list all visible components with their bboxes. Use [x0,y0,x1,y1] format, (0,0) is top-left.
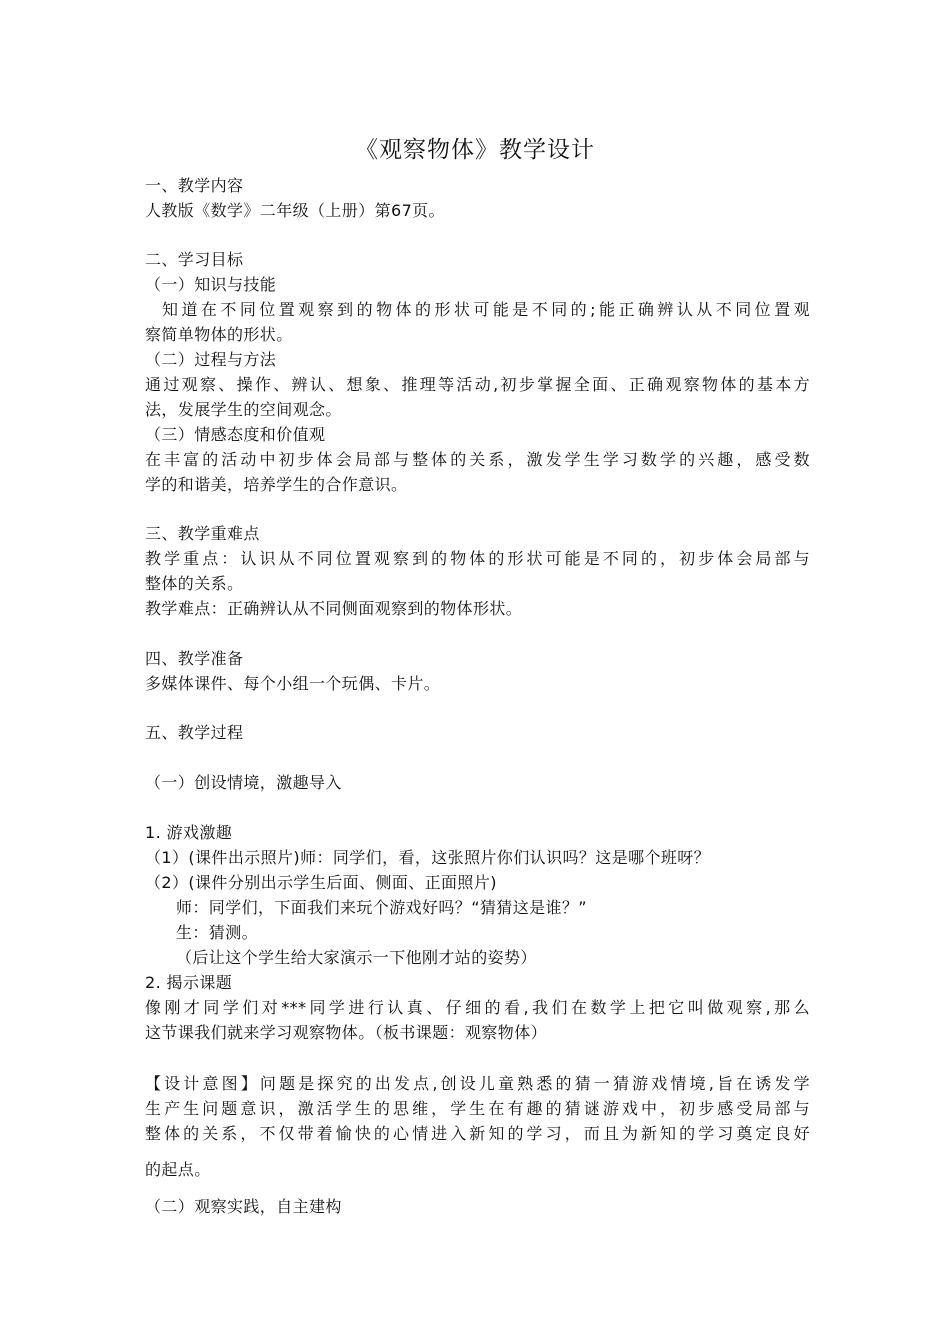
paragraph-line: 师：同学们，下面我们来玩个游戏好吗？“猜猜这是谁？” [176,898,587,917]
paragraph-line: 整体的关系，不仅带着愉快的心情进入新知的学习，而且为新知的学习奠定良好 [145,1124,810,1143]
section-heading: 五、教学过程 [145,723,244,742]
document-title: 《观察物体》教学设计 [355,137,595,163]
section-heading: 一、教学内容 [145,176,244,195]
paragraph-line: （2）(课件分别出示学生后面、侧面、正面照片) [145,873,497,892]
section-heading: 四、教学准备 [145,649,244,668]
subsection-heading: （二）观察实践，自主建构 [145,1197,342,1216]
paragraph-line: 整体的关系。 [145,574,244,593]
subsection-heading: （二）过程与方法 [145,350,277,369]
paragraph-line: 生产生问题意识，激活学生的思维，学生在有趣的猜谜游戏中，初步感受局部与 [145,1099,810,1118]
paragraph-line: 察简单物体的形状。 [145,325,293,344]
design-intent-line: 【设计意图】问题是探究的出发点,创设儿童熟悉的猜一猜游戏情境,旨在诱发学 [145,1074,810,1093]
paragraph-line: 的起点。 [145,1160,211,1179]
paragraph-line: 教学重点：认识从不同位置观察到的物体的形状可能是不同的，初步体会局部与 [145,549,810,568]
paragraph-line: （1）(课件出示照片)师：同学们，看，这张照片你们认识吗？这是哪个班呀？ [145,848,711,867]
paragraph-line: 生：猜测。 [176,923,259,942]
paragraph-line: 知道在不同位置观察到的物体的形状可能是不同的;能正确辨认从不同位置观 [162,300,810,319]
section-heading: 三、教学重难点 [145,524,260,543]
paragraph-line: 学的和谐美，培养学生的合作意识。 [145,475,408,494]
section-heading: 二、学习目标 [145,250,244,269]
paragraph-line: 人教版《数学》二年级（上册）第67页。 [145,201,445,220]
subsection-heading: （一）创设情境，激趣导入 [145,773,342,792]
step-heading: 1. 游戏激趣 [145,823,233,842]
paragraph-line: 法，发展学生的空间观念。 [145,400,342,419]
paragraph-line: 通过观察、操作、辨认、想象、推理等活动,初步掌握全面、正确观察物体的基本方 [145,375,810,394]
paragraph-line: （后让这个学生给大家演示一下他刚才站的姿势） [176,948,537,967]
paragraph-line: 在丰富的活动中初步体会局部与整体的关系，激发学生学习数学的兴趣，感受数 [145,450,810,469]
paragraph-line: 像刚才同学们对***同学进行认真、仔细的看,我们在数学上把它叫做观察,那么 [145,998,810,1017]
subsection-heading: （一）知识与技能 [145,275,277,294]
subsection-heading: （三）情感态度和价值观 [145,425,326,444]
paragraph-line: 多媒体课件、每个小组一个玩偶、卡片。 [145,674,441,693]
paragraph-line: 这节课我们就来学习观察物体。（板书课题：观察物体） [145,1023,548,1042]
paragraph-line: 教学难点：正确辨认从不同侧面观察到的物体形状。 [145,599,523,618]
step-heading: 2. 揭示课题 [145,973,233,992]
